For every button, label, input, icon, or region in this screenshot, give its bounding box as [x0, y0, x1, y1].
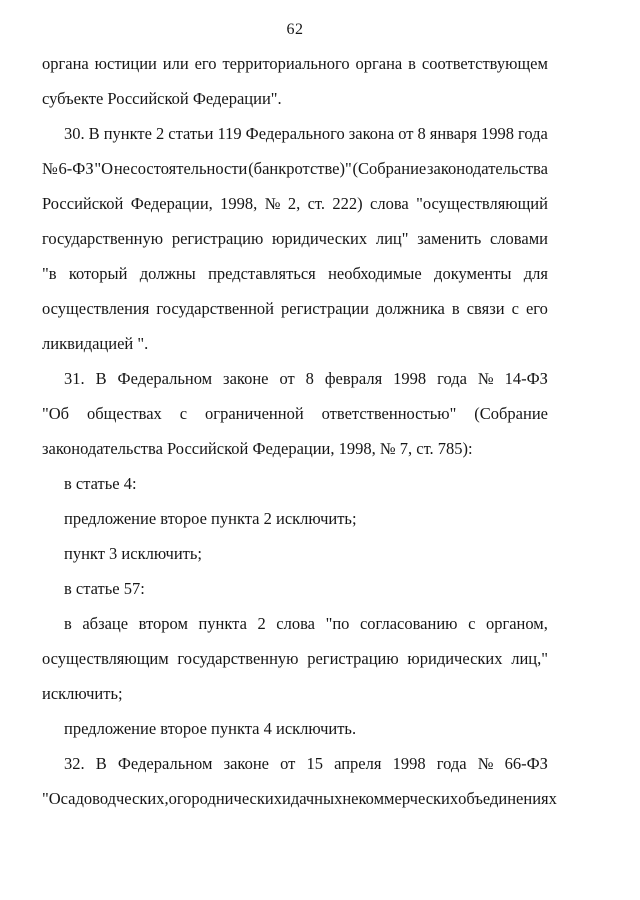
- text-line: в статье 4:: [64, 474, 137, 493]
- text-word: законодательства: [427, 159, 548, 178]
- text-word: 1998,: [220, 194, 258, 213]
- text-word: документы: [434, 264, 512, 283]
- text-word: должны: [139, 264, 196, 283]
- text-word: от: [279, 369, 295, 388]
- text-word: для: [523, 264, 548, 283]
- text-word: ограниченной: [205, 404, 304, 423]
- text-line: [42, 746, 548, 781]
- text-word: и: [281, 789, 291, 808]
- text-word: лиц": [375, 229, 409, 248]
- text-word: осуществления: [42, 299, 150, 318]
- text-word: государственную: [177, 649, 299, 668]
- text-word: 222): [332, 194, 363, 213]
- document-body: [42, 46, 557, 816]
- text-word: юридических: [407, 649, 503, 668]
- text-word: 31.: [64, 369, 85, 388]
- text-line: субъекте Российской Федерации".: [42, 89, 282, 108]
- text-word: В: [95, 754, 107, 773]
- text-word: "в: [42, 264, 57, 283]
- text-word: апреля: [334, 754, 382, 773]
- text-line: [42, 116, 548, 151]
- text-line: [42, 46, 548, 81]
- text-word: от: [398, 124, 414, 143]
- text-word: органа: [42, 54, 89, 73]
- text-word: должника: [376, 299, 445, 318]
- text-word: законе: [223, 369, 269, 388]
- text-word: 14-ФЗ: [504, 369, 548, 388]
- text-word: 30.: [64, 124, 85, 143]
- text-word: от: [280, 754, 296, 773]
- text-word: 2,: [287, 194, 301, 213]
- text-word: В: [88, 124, 100, 143]
- text-word: №: [264, 194, 281, 213]
- text-word: огороднических: [168, 789, 282, 808]
- text-word: дачных: [290, 789, 343, 808]
- text-word: (банкротстве)": [248, 159, 352, 178]
- text-word: органа: [355, 54, 403, 73]
- text-line: [42, 186, 548, 221]
- text-word: ст.: [307, 194, 326, 213]
- text-line: [42, 641, 548, 676]
- text-word: заменить: [417, 229, 482, 248]
- text-word: законе: [223, 754, 269, 773]
- text-word: обществах: [87, 404, 162, 423]
- text-word: Федеральном: [117, 754, 213, 773]
- text-word: с: [511, 299, 519, 318]
- text-word: №: [477, 369, 494, 388]
- text-word: органом,: [485, 614, 548, 633]
- text-word: который: [68, 264, 128, 283]
- text-line: [42, 396, 548, 431]
- text-word: регистрацию: [307, 649, 399, 668]
- text-word: 1998: [480, 124, 514, 143]
- text-word: юстиции: [94, 54, 157, 73]
- text-word: 119: [217, 124, 242, 143]
- text-word: "по: [325, 614, 350, 633]
- text-word: осуществляющим: [42, 649, 169, 668]
- text-word: "Об: [42, 404, 70, 423]
- text-word: (Собрание: [352, 159, 427, 178]
- text-word: абзаце: [82, 614, 129, 633]
- text-word: В: [95, 369, 107, 388]
- text-word: статьи: [168, 124, 214, 143]
- text-word: лиц,": [511, 649, 548, 668]
- text-word: 8: [417, 124, 426, 143]
- text-word: года: [436, 754, 467, 773]
- text-word: №: [477, 754, 494, 773]
- text-word: его: [525, 299, 548, 318]
- text-word: объединениях: [458, 789, 557, 808]
- text-word: №: [42, 159, 58, 178]
- text-line: законодательства Российской Федерации, 1998, № 7, ст. 785):: [42, 439, 473, 458]
- text-word: территориального: [222, 54, 350, 73]
- text-word: пункта: [198, 614, 247, 633]
- text-line: предложение второе пункта 2 исключить;: [64, 509, 357, 528]
- text-line: [42, 291, 548, 326]
- text-word: 1998: [393, 369, 427, 388]
- text-line: [42, 151, 548, 186]
- text-word: 2: [155, 124, 165, 143]
- text-word: января: [429, 124, 477, 143]
- text-line: предложение второе пункта 4 исключить.: [64, 719, 357, 738]
- text-line: [42, 781, 557, 816]
- text-word: пункте: [103, 124, 152, 143]
- text-word: государственной: [156, 299, 275, 318]
- text-word: года: [517, 124, 548, 143]
- text-word: 2: [257, 614, 266, 633]
- text-line: [42, 221, 548, 256]
- text-word: с: [468, 614, 476, 633]
- text-word: в: [64, 614, 72, 633]
- text-line: в статье 57:: [64, 579, 145, 598]
- text-word: 32.: [64, 754, 85, 773]
- text-word: Российской: [42, 194, 124, 213]
- text-word: (Собрание: [474, 404, 548, 423]
- text-word: 15: [306, 754, 323, 773]
- text-word: регистрацию: [171, 229, 264, 248]
- text-word: юридических: [272, 229, 368, 248]
- text-word: связи: [466, 299, 505, 318]
- text-word: государственную: [42, 229, 164, 248]
- text-word: садоводческих,: [60, 789, 169, 808]
- text-word: "О: [42, 789, 61, 808]
- text-word: его: [194, 54, 217, 73]
- text-word: "О: [94, 159, 114, 178]
- text-word: с: [179, 404, 188, 423]
- text-word: слова: [276, 614, 316, 633]
- text-word: "осуществляющий: [416, 194, 548, 213]
- text-word: словами: [489, 229, 548, 248]
- text-word: или: [162, 54, 189, 73]
- text-word: регистрации: [281, 299, 370, 318]
- text-word: в: [451, 299, 460, 318]
- text-line: [42, 256, 548, 291]
- page-number: 62: [286, 21, 304, 38]
- text-word: слова: [370, 194, 409, 213]
- text-word: представляться: [208, 264, 316, 283]
- text-word: 1998: [392, 754, 426, 773]
- text-word: необходимые: [328, 264, 422, 283]
- text-word: несостоятельности: [113, 159, 248, 178]
- text-word: 6-ФЗ: [58, 159, 94, 178]
- text-line: исключить;: [42, 684, 123, 703]
- text-line: пункт 3 исключить;: [64, 544, 202, 563]
- text-word: некоммерческих: [342, 789, 459, 808]
- text-line: [42, 606, 548, 641]
- text-word: ответственностью": [321, 404, 457, 423]
- text-word: 8: [305, 369, 314, 388]
- text-word: февраля: [324, 369, 383, 388]
- text-line: ликвидацией ".: [42, 334, 149, 353]
- text-word: 66-ФЗ: [504, 754, 548, 773]
- text-word: в: [408, 54, 416, 73]
- text-word: соответствующем: [421, 54, 548, 73]
- text-word: втором: [138, 614, 188, 633]
- text-word: Федеральном: [117, 369, 213, 388]
- text-word: года: [437, 369, 467, 388]
- text-word: Федерального: [245, 124, 345, 143]
- text-line: [42, 361, 548, 396]
- text-word: закона: [348, 124, 395, 143]
- text-word: согласованию: [359, 614, 458, 633]
- text-word: Федерации,: [130, 194, 213, 213]
